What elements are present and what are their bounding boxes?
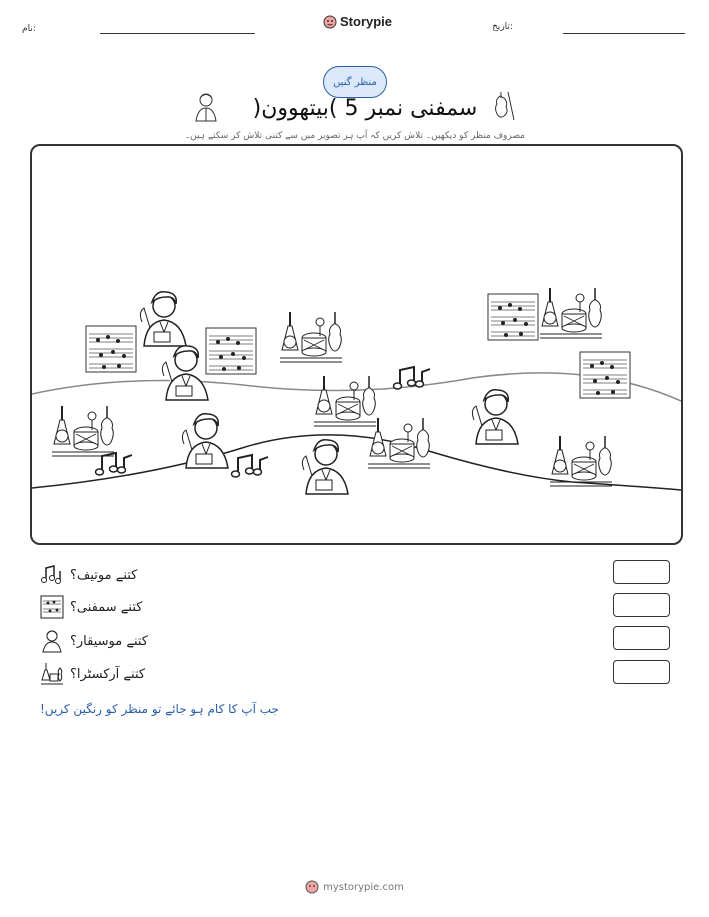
sheet-music-3 bbox=[488, 294, 538, 340]
footer bbox=[0, 880, 709, 894]
brand-logo bbox=[323, 14, 392, 29]
sheet-music-1 bbox=[86, 326, 136, 372]
scene-picture bbox=[30, 144, 683, 545]
question-row-2 bbox=[40, 595, 142, 619]
date-label: تاریخ: bbox=[492, 22, 513, 32]
composer-1 bbox=[140, 292, 186, 346]
scene-illustration bbox=[32, 146, 681, 543]
date-line[interactable] bbox=[563, 33, 685, 34]
orchestra-1 bbox=[280, 312, 342, 362]
name-label: نام: bbox=[22, 24, 36, 34]
question-label: کتنے سمفنی؟ bbox=[70, 599, 143, 615]
composer-3 bbox=[182, 414, 228, 468]
question-label: کتنے موسیقار؟ bbox=[70, 633, 148, 649]
answer-box-3[interactable] bbox=[613, 626, 670, 650]
question-row-1 bbox=[40, 563, 137, 587]
name-line[interactable] bbox=[100, 33, 255, 34]
music-notes-3 bbox=[232, 455, 269, 477]
answer-box-4[interactable] bbox=[613, 660, 670, 684]
orchestra-6 bbox=[550, 436, 612, 486]
question-label: کتنے آرکسٹرا؟ bbox=[70, 666, 146, 682]
music-notes-icon bbox=[40, 563, 64, 587]
composer-icon bbox=[192, 92, 220, 122]
composer-icon bbox=[40, 629, 64, 653]
orchestra-3 bbox=[314, 376, 376, 426]
coloring-instruction: جب آپ کا کام ہو جائے تو منظر کو رنگین کریں! bbox=[40, 702, 279, 716]
storypie-logo-icon bbox=[305, 880, 319, 894]
orchestra-icon bbox=[40, 662, 64, 686]
activity-badge: منظر گنیں bbox=[323, 66, 387, 98]
orchestra-2 bbox=[540, 288, 602, 338]
page-title: سمفنی نمبر 5 )بیتھوون( bbox=[252, 96, 478, 121]
composer-2 bbox=[162, 346, 208, 400]
orchestra-5 bbox=[368, 418, 430, 468]
violin-icon bbox=[489, 90, 515, 122]
sheet-music-4 bbox=[580, 352, 630, 398]
sheet-music-icon bbox=[40, 595, 64, 619]
composer-4 bbox=[302, 440, 348, 494]
orchestra-4 bbox=[52, 406, 114, 456]
brand-name: Storypie bbox=[340, 14, 393, 29]
composer-5 bbox=[472, 390, 518, 444]
question-row-3 bbox=[40, 629, 148, 653]
question-label: کتنے موتیف؟ bbox=[70, 567, 138, 583]
sheet-music-2 bbox=[206, 328, 256, 374]
answer-box-2[interactable] bbox=[613, 593, 670, 617]
question-row-4 bbox=[40, 662, 145, 686]
footer-url[interactable]: mystorypie.com bbox=[323, 881, 404, 893]
instructions-text: مصروف منظر کو دیکھیں۔ تلاش کریں کہ آپ ہر تصویر میں سے کتنی تلاش کر سکتے ہیں۔ bbox=[184, 131, 525, 141]
storypie-logo-icon bbox=[323, 15, 337, 29]
answer-box-1[interactable] bbox=[613, 560, 670, 584]
